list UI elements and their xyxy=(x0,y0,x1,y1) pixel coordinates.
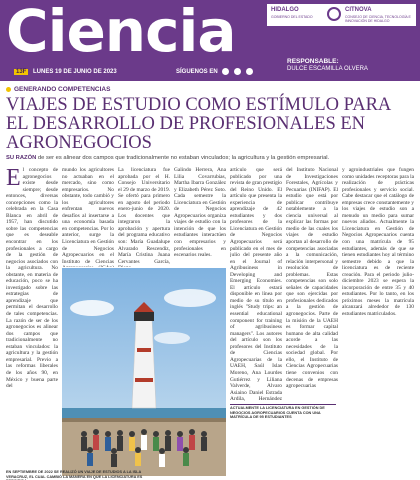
publication-date: LUNES 19 DE JUNIO DE 2023 xyxy=(33,69,117,75)
body-column-5: artículo que será publicado por una revista de gran prestigio del Reino Unido. El artículo que presenta la experiencia de aprendizaje de 42 estudiantes y dos profesores de la Licenciatura en Gestión de Negocios Agropecuarios será publicado en el mes de julio del presente año en el Journal of Agribusiness in Developing and Emerging Economies. El artículo estará disponible en línea por medio de su título en inglés "Study trips: an essential educational component for training of agribusiness managers". Los autores del artículo son los profesores del Instituto de Ciencias Agropecuarias de la UAEH, Saúl Islas Moreno, Ana Lourdes Gutiérrez y Liliana Valverde, Alvaro Asiaino Daniel Estrada Ardila, Hernández xyxy=(230,167,282,403)
deck-text: de ser es alinear dos campos que tradicionalmente no estaban vinculados; la agricultura y la gestión empresarial. xyxy=(37,155,330,161)
page-number: 13F xyxy=(16,69,27,75)
twitter-icon[interactable] xyxy=(234,68,241,75)
body-column-2: mundo los agricultores no actuaban en el mercado, sino como empresarios. No obstante, todo cambió y los agricultores enfrentan nuevos desafíos al insertarse a una economía basada en competencias. Por lo anterior, surge la Licenciatura en Gestión de Negocios Agropecuarios en el Instituto de Ciencias xyxy=(62,167,114,265)
lighthouse-photo xyxy=(62,268,226,476)
masthead-meta xyxy=(14,69,117,75)
body-column-1 xyxy=(6,167,58,475)
follow-label: SÍGUENOS EN xyxy=(176,69,218,76)
masthead-title: Ciencia xyxy=(6,0,236,65)
caption-divider xyxy=(230,404,336,405)
partner-logo-icon xyxy=(327,7,341,21)
body-column-7: y agroindustriales que fungen como unidades receptoras para la realización de prácticas profesionales y servicio social. Cabe destacar que el catálogo de empresas crece constantemente y los viajes de estudio son a menudo un medio para sumar nuevos aliados. Actualmente la Licenciatura en Gestión de Negocios Agropecuarios cuenta con una matrícula de 95 estudiantes, además de que se tienen estudiantes hoy al término semestre debido a que la licenciatura es de reciente creación. Para el periodo julio-diciembre 2023 se espera la incorporación de entre 35 y 40 estudiantes. Por lo tanto, en los próximos meses la matrícula alcanzará alrededor de 130 estudiantes matriculados. xyxy=(342,167,414,318)
facebook-icon[interactable] xyxy=(222,68,229,75)
partner-logos xyxy=(267,4,416,26)
partner-citnova-subtitle: CONSEJO DE CIENCIA, TECNOLOGÍA E INNOVACIÓN DE HIDALGO xyxy=(345,15,411,23)
article-headline: VIAJES DE ESTUDIO COMO ESTÍMULO PARA EL DESARROLLO DE PROFESIONALES EN AGRONEGOCIOS xyxy=(6,95,391,153)
partner-citnova-name: CITNOVA xyxy=(345,7,372,13)
responsable-block xyxy=(287,58,368,72)
partner-hidalgo-subtitle: GOBIERNO DEL ESTADO xyxy=(271,15,313,19)
social-follow xyxy=(176,68,253,75)
section-bullet-icon xyxy=(6,87,11,92)
responsable-label: RESPONSABLE: xyxy=(287,58,339,65)
body-column-3: La licenciatura fue aprobada por el H. Consejo Universitario el 29 de marzo de 2019. Se ofertó para primero en agosto del periodo enero-junio de 2020. Los docentes que integraron la aprobación y apertura del programa educativo son: María Guadalupe Alvarado Rescendiz, María Cristina Juana Cervantes García, xyxy=(118,167,170,265)
masthead xyxy=(0,0,420,81)
body-column-4: Galindo Herrera, Ana Lilia Covarrubias, Martha Ibarra González y Elizabeth Pérez Soto. Cada semestre la Licenciatura en Gestión de Negocios Agropecuarios organiza viajes de estudio con la intención de que los estudiantes interactúen con empresarios y profesionales en escenarios reales. xyxy=(174,167,226,259)
body-column-6: del Instituto Nacional de Investigaciones Forestales, Agrícolas y Pecuarias (INIFAP). El estudio que está por publicar contribuye notablemente a la ciencia universal al explicar las formas por medio de las cuales los viajes de estudio aportan al desarrollo de competencias asociadas a la comunicación, relación interpersonal y resolución de problemas. Estas competencias son solo señales de capacidades que son ejercidas por profesionales dedicados a la gestión de agronegocios. Parte de la misión de la UAEH es formar capital humano de alta calidad acorde a las necesidades de la sociedad global. Por ello, el Instituto de Ciencias Agropecuarias tiene convenios con decenas de empresas agropecuarias xyxy=(286,167,338,390)
article-photo xyxy=(62,268,226,476)
partner-hidalgo-name: HIDALGO xyxy=(271,7,299,13)
article-caption: ACTUALMENTE LA LICENCIATURA EN GESTIÓN DE NEGOCIOS AGROPECUARIOS CUENTA CON UNA MATRÍCULA DE 95 ESTUDIANTES xyxy=(230,406,325,420)
body-column-1-text: l concepto de agronegocios existe desde siempre; desde entonces, diversas concepciones como la celebrada en la Casa Blanca en abril de 1957, han discutido sobre las competencias que es deseable encontrar en los profesionales a cargo de la gestión de negocios asociados con la agricultura. No obstante, en materia de educación, poco se ha investigado sobre las estrategias de aprendizaje que permitan el desarrollo de tales competencias. La razón de ser de los agronegocios es alinear dos campos que tradicionalmente no estaban vinculados: la agricultura y la gestión empresarial. Previo a las reformas liberales de los años 90, en México y buena parte del xyxy=(6,167,58,390)
section-tag xyxy=(6,86,110,93)
article-deck xyxy=(6,155,414,161)
deck-lead: SU RAZÓN xyxy=(6,155,37,161)
section-tag-label: GENERANDO COMPETENCIAS xyxy=(14,86,111,93)
drop-cap: E xyxy=(6,167,21,191)
responsable-name: DULCE ESCAMILLA OLVERA xyxy=(287,66,368,72)
photo-caption: EN SEPTIEMBRE DE 2022 SE REALIZÓ UN VIAJE DE ESTUDIOS A LA ISLA VERACRUZ, EL CUAL CAMBIÓ LA MANERA EN QUE LA LICENCIATURA ES xyxy=(6,470,143,479)
instagram-icon[interactable] xyxy=(246,68,253,75)
